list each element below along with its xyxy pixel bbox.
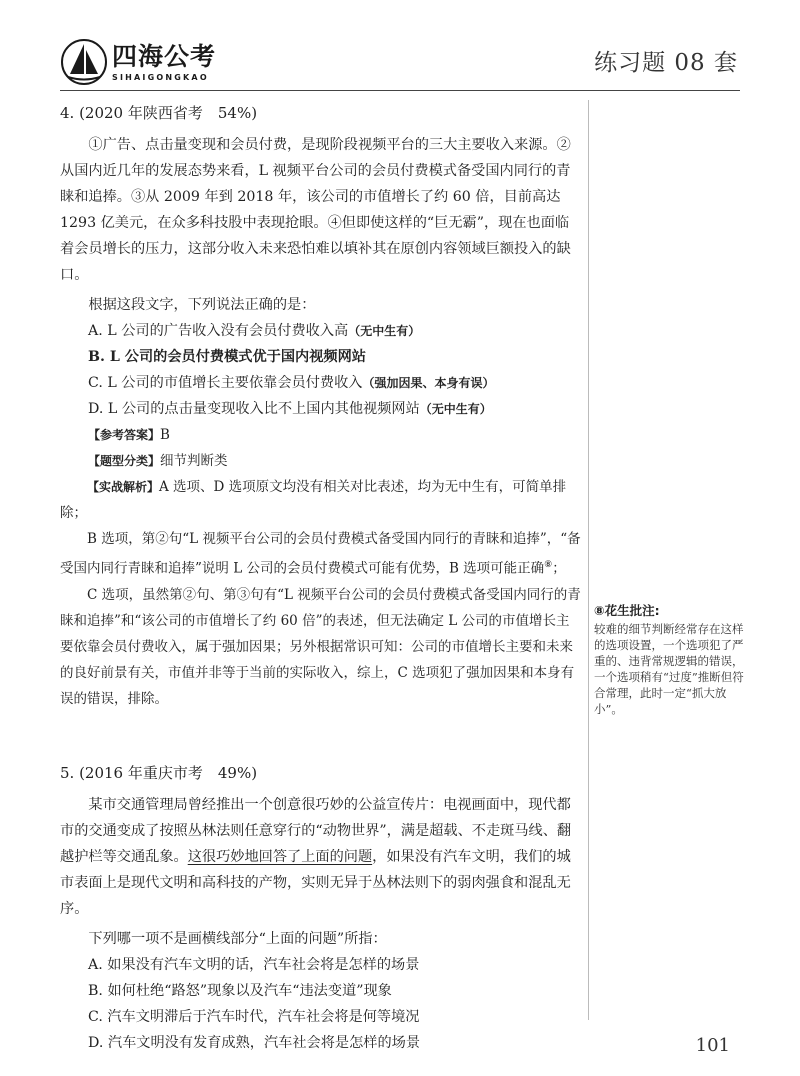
q4-analysis-2-mark: ⑧	[544, 560, 553, 570]
q5-passage	[60, 792, 582, 922]
logo-name-cn: 四海公考	[112, 41, 217, 71]
q5-question: 下列哪一项不是画横线部分“上面的问题”所指：	[88, 931, 387, 947]
sidebar-divider	[588, 100, 589, 1020]
q4-option-a-text: A. L 公司的广告收入没有会员付费收入高	[88, 323, 349, 339]
q4-option-c-text: C. L 公司的市值增长主要依靠会员付费收入	[88, 375, 363, 391]
q4-analysis-2-end: ；	[552, 560, 566, 577]
logo-name-en: SIHAIGONGKAO	[112, 72, 209, 82]
q4-option-c	[60, 370, 582, 396]
q4-type	[60, 448, 582, 474]
header-divider	[60, 90, 740, 91]
q4-analysis-3: C 选项，虽然第②句、第③句有“L 视频平台公司的会员付费模式备受国内同行的青睐和追捧”和“该公司的市值增长了约 60 倍”的表述，但无法确定 L 公司的市值增长主要依靠会员付费收入，属于强加因果；另外根据常识可知：公司的市值增长主要和未来的良好前景有关，市值并非等于当前的实际收入，综上，C 选项犯了强加因果和本身有误的错误，排除。	[60, 586, 581, 707]
q4-option-d-text: D. L 公司的点击量变现收入比不上国内其他视频网站	[88, 401, 420, 417]
q5-option-d: D. 汽车文明没有发育成熟，汽车社会将是怎样的场景	[88, 1035, 421, 1051]
q4-answer-tag: 【参考答案】	[88, 428, 161, 442]
q4-option-c-note: （强加因果、本身有误）	[362, 376, 495, 390]
q4-analysis-2	[60, 526, 582, 582]
q4-question: 根据这段文字，下列说法正确的是：	[88, 297, 316, 313]
q4-type-tag: 【题型分类】	[88, 454, 161, 468]
section-title: 练习题 08 套	[594, 50, 738, 76]
q4-answer	[60, 422, 582, 448]
question-4	[60, 100, 582, 712]
q4-analysis-1-text: A 选项、D 选项原文均没有相关对比表述，均为无中生有，可简单排除；	[60, 479, 567, 521]
question-5	[60, 760, 582, 1056]
publisher-logo	[60, 38, 216, 86]
q4-heading: 4. (2020 年陕西省考 54%)	[60, 104, 258, 122]
q5-option-b: B. 如何杜绝“路怒”现象以及汽车“违法变道”现象	[88, 983, 392, 999]
q4-answer-value: B	[160, 427, 170, 443]
q5-option-c: C. 汽车文明滞后于汽车时代，汽车社会将是何等境况	[88, 1009, 420, 1025]
side-annotation-text: 较难的细节判断经常存在这样的选项设置，一个选项犯了严重的、违背常规逻辑的错误，一个选项稍有“过度”推断但符合常理，此时一定“抓大放小”。	[594, 622, 744, 716]
q4-analysis-2-text: B 选项，第②句“L 视频平台公司的会员付费模式备受国内同行的青睐和追捧”，“备受国内同行青睐和追捧”说明 L 公司的会员付费模式可能有优势，B 选项可能正确	[60, 531, 581, 577]
q4-type-value: 细节判断类	[160, 453, 228, 469]
q5-underlined-sentence: 这很巧妙地回答了上面的问题	[187, 849, 373, 865]
sailboat-logo-icon	[60, 38, 108, 86]
q4-analysis-tag: 【实战解析】	[87, 480, 160, 494]
q4-option-d	[60, 396, 582, 422]
q4-analysis-1	[60, 474, 582, 526]
q4-option-d-note: （无中生有）	[419, 402, 492, 416]
side-annotation-title: ⑧花生批注:	[594, 603, 660, 618]
q5-heading: 5. (2016 年重庆市考 49%)	[60, 764, 258, 782]
q4-option-a	[60, 318, 582, 344]
side-annotation	[594, 603, 744, 717]
q4-option-b: B. L 公司的会员付费模式优于国内视频网站	[88, 349, 366, 365]
q5-option-a: A. 如果没有汽车文明的话，汽车社会将是怎样的场景	[88, 957, 420, 973]
page-number: 101	[695, 1035, 730, 1056]
q5-passage-part-1: 某市交通管理局曾经推出一个创意很巧妙的公益宣传片：电视画面中，现代都市的交通变成了按照丛林法则任意穿行的“动物世界”，满是超载、不走斑马线、翻越护栏等交通乱象。	[60, 797, 572, 865]
q4-option-a-note: （无中生有）	[348, 324, 421, 338]
q4-passage: ①广告、点击量变现和会员付费，是现阶段视频平台的三大主要收入来源。②从国内近几年的发展态势来看，L 视频平台公司的会员付费模式备受国内同行的青睐和追捧。③从 2009 年到 2018 年，该公司的市值增长了约 60 倍，目前高达 1293 亿美元，在众多科技股中表现抢眼。④但即使这样的“巨无霸”，现在也面临着会员增长的压力，这部分收入未来恐怕难以填补其在原创内容领域巨额投入的缺口。	[60, 137, 571, 283]
q5-passage-part-2: ，如果没有汽车文明，我们的城市表面上是现代文明和高科技的产物，实则无异于丛林法则下的弱肉强食和混乱无序。	[60, 849, 571, 917]
